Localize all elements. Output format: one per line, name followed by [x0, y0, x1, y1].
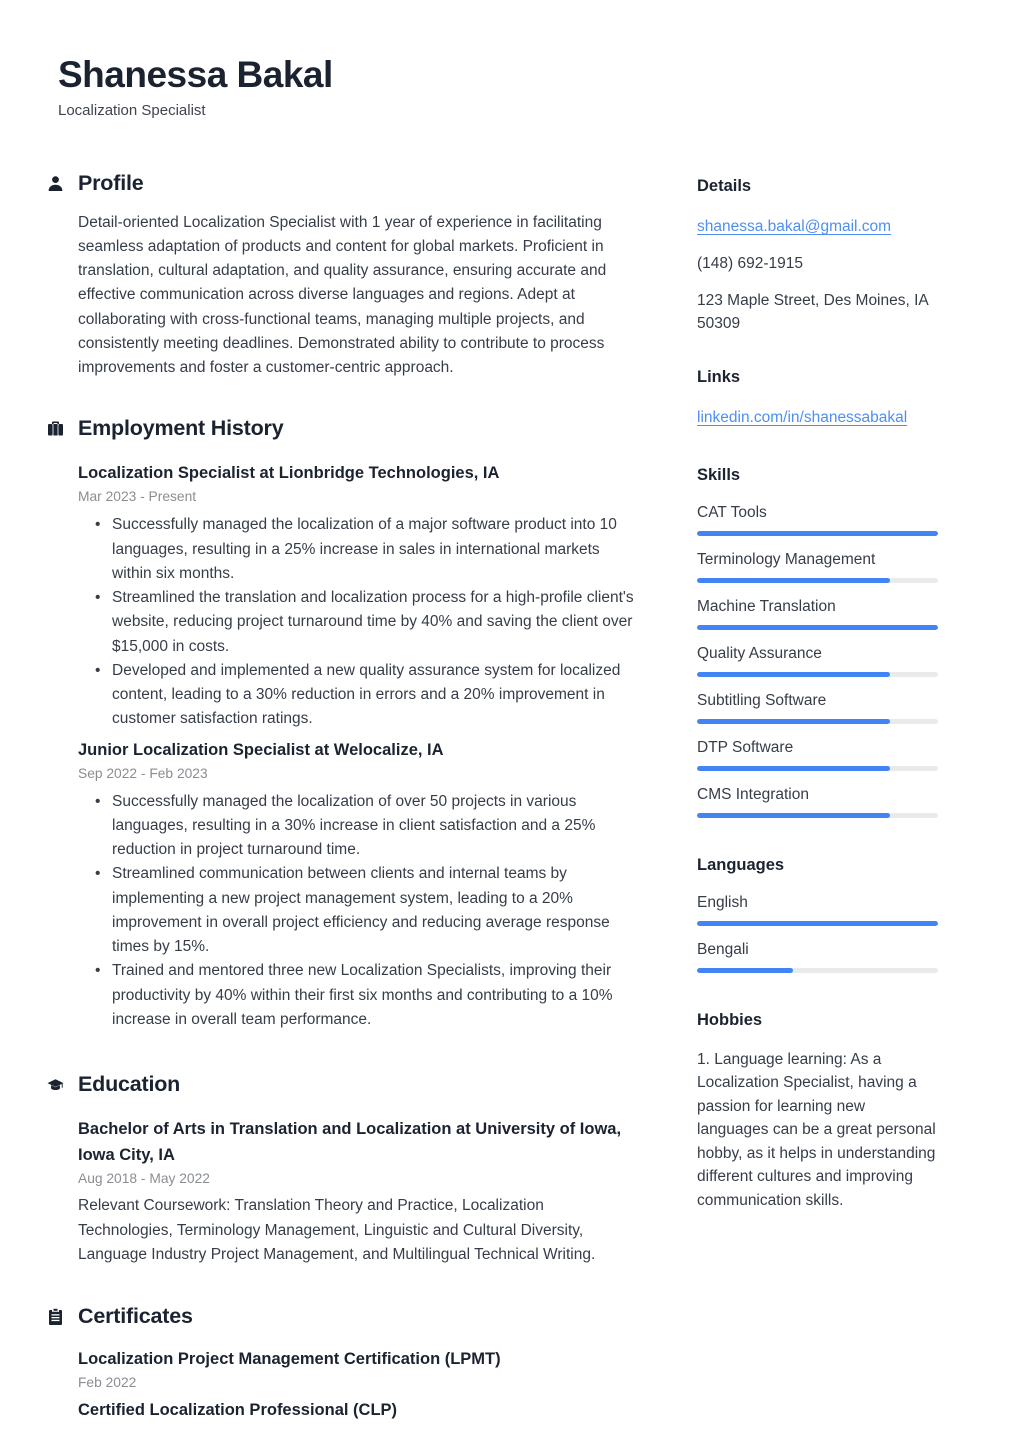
resume-header — [58, 54, 638, 119]
skill-bar-fill — [697, 813, 890, 818]
bullet-item — [95, 862, 638, 959]
skill-label: Machine Translation — [697, 597, 836, 615]
skill-item — [697, 645, 938, 677]
skill-label: Terminology Management — [697, 550, 876, 568]
certificate-title: Localization Project Management Certification (LPMT) — [78, 1350, 501, 1369]
skill-bar-fill — [697, 719, 890, 724]
sidebar-skills — [697, 466, 938, 818]
bullet-text: Developed and implemented a new quality assurance system for localized content, leading to a 30% reduction in errors and a 20% improvement in customer satisfaction ratings. — [112, 661, 621, 728]
certificates-section-header — [47, 1304, 638, 1329]
language-bar-fill — [697, 921, 938, 926]
skill-bar — [697, 531, 938, 536]
skill-item — [697, 692, 938, 724]
skill-label: CAT Tools — [697, 503, 767, 521]
section-employment — [47, 416, 638, 1032]
linkedin-link-row — [697, 407, 938, 430]
bullet-dot: • — [95, 792, 101, 810]
certificates-heading: Certificates — [78, 1304, 193, 1329]
skill-bar — [697, 625, 938, 630]
email-link[interactable]: shanessa.bakal@gmail.com — [697, 218, 892, 235]
skill-item — [697, 551, 938, 583]
bullet-dot: • — [95, 962, 101, 980]
education-section-header — [47, 1072, 638, 1097]
education-text: Relevant Coursework: Translation Theory and Practice, Localization Technologies, Terminology Management, Linguistic and Cultural Diversity, Language Industry Project Management, and Multilingual Technical Writing. — [78, 1197, 596, 1263]
person-icon — [47, 175, 64, 192]
job-entry — [78, 460, 638, 731]
job-bullets — [78, 513, 638, 731]
language-label: Bengali — [697, 940, 749, 958]
main-column — [47, 0, 638, 1423]
address-text: 123 Maple Street, Des Moines, IA 50309 — [697, 291, 928, 332]
bullet-item — [95, 659, 638, 732]
skill-bar-fill — [697, 531, 938, 536]
briefcase-icon — [47, 420, 64, 437]
section-certificates — [47, 1304, 638, 1423]
details-heading: Details — [697, 177, 752, 195]
candidate-name: Shanessa Bakal — [58, 54, 333, 95]
job-title: Junior Localization Specialist at Welocalize, IA — [78, 740, 444, 759]
bullet-item — [95, 790, 638, 863]
bullet-dot: • — [95, 589, 101, 607]
bullet-dot: • — [95, 865, 101, 883]
certificate-dates: Feb 2022 — [78, 1375, 137, 1391]
job-bullets — [78, 790, 638, 1033]
degree-title: Bachelor of Arts in Translation and Localization at University of Iowa, Iowa City, IA — [78, 1120, 622, 1165]
graduation-cap-icon — [47, 1076, 64, 1093]
job-title: Localization Specialist at Lionbridge Technologies, IA — [78, 464, 500, 483]
skill-bar-fill — [697, 766, 890, 771]
skill-bar-fill — [697, 578, 890, 583]
profile-text: Detail-oriented Localization Specialist with 1 year of experience in facilitating seamless adaptation of products and content for global markets. Proficient in translation, cultural adaptation, and quality assurance, ensuring accurate and effective communication across diverse languages and regions. Adept at collaborating with cross-functional teams, managing multiple projects, and consistently meeting deadlines. Demonstrated ability to contribute to process improvements and foster a customer-centric approach. — [78, 213, 607, 377]
section-profile — [47, 171, 638, 381]
bullet-item — [95, 586, 638, 659]
education-heading: Education — [78, 1072, 181, 1097]
bullet-text: Successfully managed the localization of a major software product into 10 languages, resulting in a 25% increase in sales in international markets within six months. — [112, 516, 617, 582]
sidebar-details — [697, 177, 938, 336]
skill-item — [697, 504, 938, 536]
bullet-text: Streamlined the translation and localization process for a high-profile client's website, reducing project turnaround time by 40% and saving the client over $15,000 in costs. — [112, 589, 634, 655]
skill-bar — [697, 719, 938, 724]
bullet-item — [95, 513, 638, 586]
certificate-entry — [78, 1346, 638, 1390]
skill-label: Quality Assurance — [697, 644, 822, 662]
clipboard-icon — [47, 1308, 64, 1325]
skill-label: DTP Software — [697, 738, 794, 756]
skill-bar — [697, 766, 938, 771]
section-education — [47, 1072, 638, 1267]
employment-section-header — [47, 416, 638, 441]
languages-heading: Languages — [697, 855, 785, 874]
phone-number: (148) 692-1915 — [697, 254, 803, 272]
bullet-dot: • — [95, 516, 101, 534]
bullet-item — [95, 959, 638, 1032]
skill-item — [697, 786, 938, 818]
language-item — [697, 941, 938, 973]
sidebar-languages — [697, 856, 938, 973]
job-entry — [78, 737, 638, 1033]
employment-heading: Employment History — [78, 416, 284, 441]
linkedin-link[interactable]: linkedin.com/in/shanessabakal — [697, 408, 908, 426]
skill-label: Subtitling Software — [697, 691, 827, 709]
candidate-title: Localization Specialist — [58, 101, 206, 119]
links-heading: Links — [697, 367, 741, 386]
bullet-text: Successfully managed the localization of over 50 projects in various languages, resulting in a 30% increase in client satisfaction and a 25% reduction in project turnaround time. — [112, 792, 596, 859]
skill-bar — [697, 672, 938, 677]
hobbies-heading: Hobbies — [697, 1010, 763, 1029]
skill-bar — [697, 578, 938, 583]
certificate-title: Certified Localization Professional (CLP) — [78, 1401, 398, 1420]
bullet-text: Streamlined communication between clients and internal teams by implementing a new project management system, leading to a 20% improvement in overall project efficiency and reducing average response times by 15%. — [112, 865, 610, 956]
language-bar-fill — [697, 968, 793, 973]
skill-item — [697, 739, 938, 771]
education-dates: Aug 2018 - May 2022 — [78, 1171, 210, 1187]
skill-item — [697, 598, 938, 630]
sidebar-hobbies — [697, 1011, 938, 1213]
job-dates: Mar 2023 - Present — [78, 489, 197, 505]
skill-bar-fill — [697, 625, 938, 630]
hobbies-text: 1. Language learning: As a Localization Specialist, having a passion for learning new languages can be a great personal hobby, as it helps in understanding different cultures and improving communication skills. — [697, 1050, 936, 1209]
sidebar-links — [697, 368, 938, 430]
language-label: English — [697, 893, 748, 911]
email-link-row — [697, 216, 938, 239]
profile-section-header — [47, 171, 638, 196]
profile-heading: Profile — [78, 170, 144, 195]
skills-heading: Skills — [697, 465, 741, 484]
skill-label: CMS Integration — [697, 785, 809, 803]
skill-bar — [697, 813, 938, 818]
certificate-entry — [78, 1397, 638, 1423]
bullet-text: Trained and mentored three new Localization Specialists, improving their productivity by 40% within their first six months and contributing to a 10% increase in overall team performance. — [112, 962, 613, 1028]
language-item — [697, 894, 938, 926]
bullet-dot: • — [95, 661, 101, 679]
job-dates: Sep 2022 - Feb 2023 — [78, 765, 208, 781]
language-bar — [697, 921, 938, 926]
sidebar-column — [697, 0, 938, 1213]
language-bar — [697, 968, 938, 973]
skill-bar-fill — [697, 672, 890, 677]
